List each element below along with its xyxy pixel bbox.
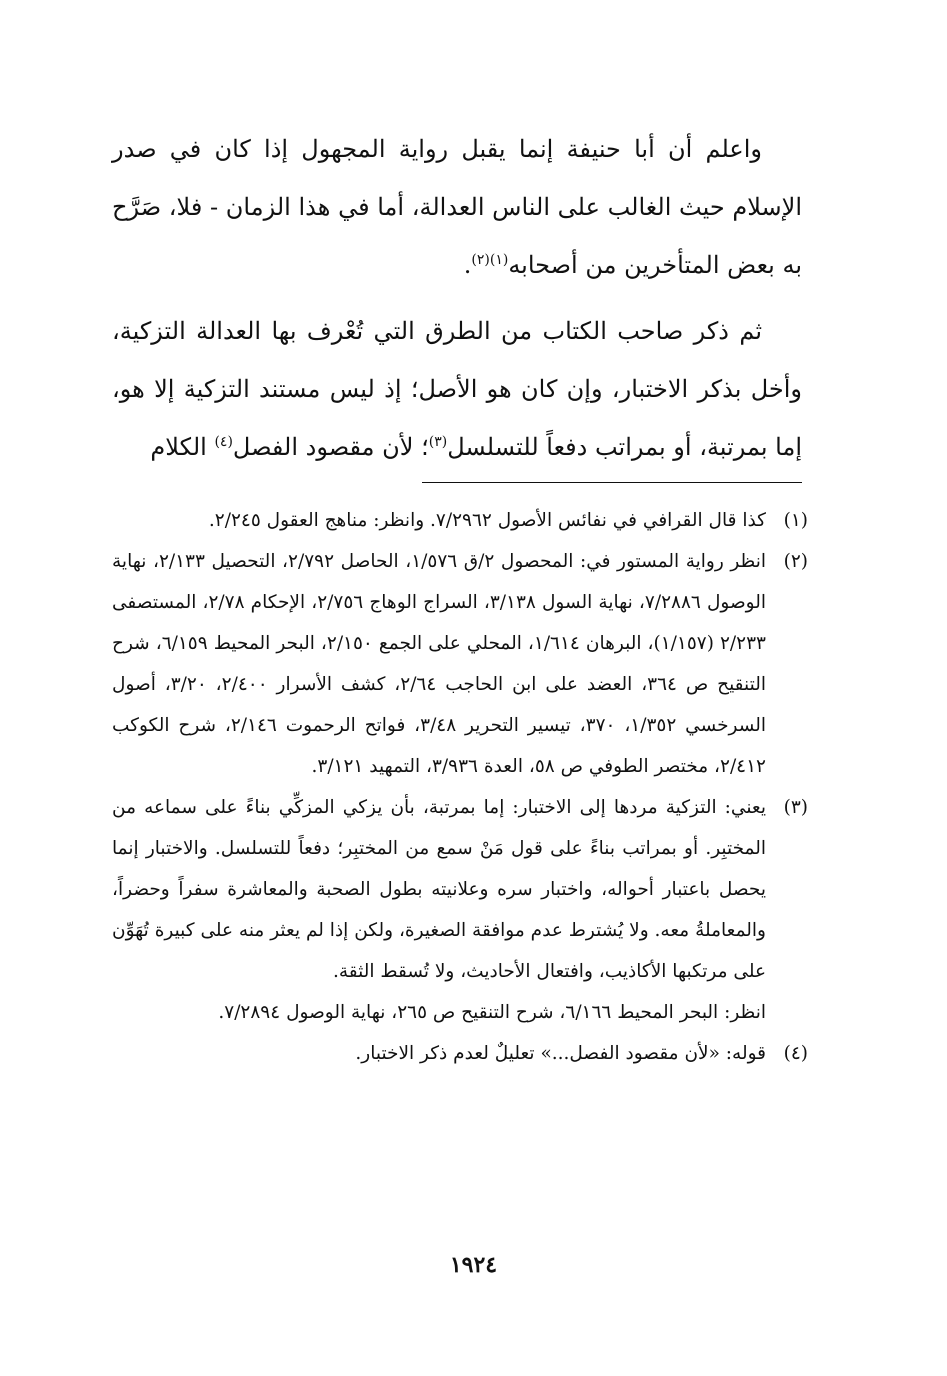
footnote-1 bbox=[112, 500, 808, 541]
footnote-sources: انظر: البحر المحيط ٦/١٦٦، شرح التنقيح ص ٢٦٥، نهاية الوصول ٧/٢٨٩٤. bbox=[218, 1002, 766, 1023]
footnote-body bbox=[112, 787, 766, 1033]
footnote-ref: (١)(٢) bbox=[471, 252, 509, 268]
footnote-ref: (٤) bbox=[214, 434, 233, 450]
paragraph-1-end: . bbox=[463, 251, 472, 279]
paragraph-2-end: الكلام bbox=[150, 433, 215, 461]
footnote-divider bbox=[422, 482, 802, 483]
paragraph-2-text: ثم ذكر صاحب الكتاب من الطرق التي تُعْرف بها العدالة التزكية، وأخل بذكر الاختبار، وإن كان هو الأصل؛ إذ ليس مستند التزكية إلا هو، إما بمرتبة، أو بمراتب دفعاً للتسلسل bbox=[112, 317, 802, 461]
paragraph-1-text: واعلم أن أبا حنيفة إنما يقبل رواية المجهول إذا كان في صدر الإسلام حيث الغالب على الناس العدالة، أما في هذا الزمان - فلا، صَرَّح به بعض المتأخرين من أصحابه bbox=[112, 135, 802, 279]
footnote-3 bbox=[112, 787, 808, 1033]
page-number: ١٩٢٤ bbox=[449, 1252, 498, 1278]
footnote-body bbox=[112, 541, 766, 787]
footnote-ref: (٣) bbox=[428, 434, 448, 450]
footnote-number: (٤) bbox=[783, 1043, 808, 1064]
footnote-number: (١) bbox=[783, 510, 808, 531]
footnote-4 bbox=[112, 1033, 808, 1074]
footnote-2 bbox=[112, 541, 808, 787]
footnotes bbox=[112, 500, 808, 1074]
paragraph-2 bbox=[112, 302, 802, 476]
paragraph-1 bbox=[112, 120, 802, 294]
footnote-number: (٢) bbox=[783, 551, 808, 572]
paragraph-2-middle: ؛ لأن مقصود الفصل bbox=[232, 433, 429, 461]
footnote-text: قوله: «لأن مقصود الفصل...» تعليلٌ لعدم ذكر الاختبار. bbox=[355, 1043, 766, 1064]
footnote-text: انظر رواية المستور في: المحصول ٢/ق ١/٥٧٦، الحاصل ٢/٧٩٢، التحصيل ٢/١٣٣، نهاية الوصول ٧/٢٨٨٦، نهاية السول ٣/١٣٨، السراج الوهاج ٢/٧٥٦، الإحكام ٢/٧٨، المستصفى ٢/٢٣٣ (١/١٥٧)، البرهان ١/٦١٤، المحلي على الجمع ٢/١٥٠، البحر المحيط ٦/١٥٩، شرح التنقيح ص ٣٦٤، العضد على ابن الحاجب ٢/٦٤، كشف الأسرار ٢/٤٠٠، ٣/٢٠، أصول السرخسي ١/٣٥٢، ٣٧٠، تيسير التحرير ٣/٤٨، فواتح الرحموت ٢/١٤٦، شرح الكوكب ٢/٤١٢، مختصر الطوفي ص ٥٨، العدة ٣/٩٣٦، التمهيد ٣/١٢١. bbox=[112, 551, 767, 777]
footnote-body bbox=[112, 500, 766, 541]
footnote-number: (٣) bbox=[783, 797, 808, 818]
footnote-body bbox=[112, 1033, 766, 1074]
footnote-text: كذا قال القرافي في نفائس الأصول ٧/٢٩٦٢. وانظر: مناهج العقول ٢/٢٤٥. bbox=[208, 510, 766, 531]
footnote-text: يعني: التزكية مردها إلى الاختبار: إما بمرتبة، بأن يزكي المزكِّي بناءً على سماعه من المختبِر. أو بمراتب بناءً على قول مَنْ سمع من المختبِر؛ دفعاً للتسلسل. والاختبار إنما يحصل باعتبار أحواله، واختبار سره وعلانيته بطول الصحبة والمعاشرة سفراً وحضراً، والمعاملةُ معه. ولا يُشترط عدم موافقة الصغيرة، ولكن إذا لم يعثر منه على كبيرة تُهَوِّن على مرتكبها الأكاذيب، وافتعال الأحاديث، ولا تُسقط الثقة. bbox=[112, 797, 766, 982]
main-text bbox=[112, 120, 802, 476]
